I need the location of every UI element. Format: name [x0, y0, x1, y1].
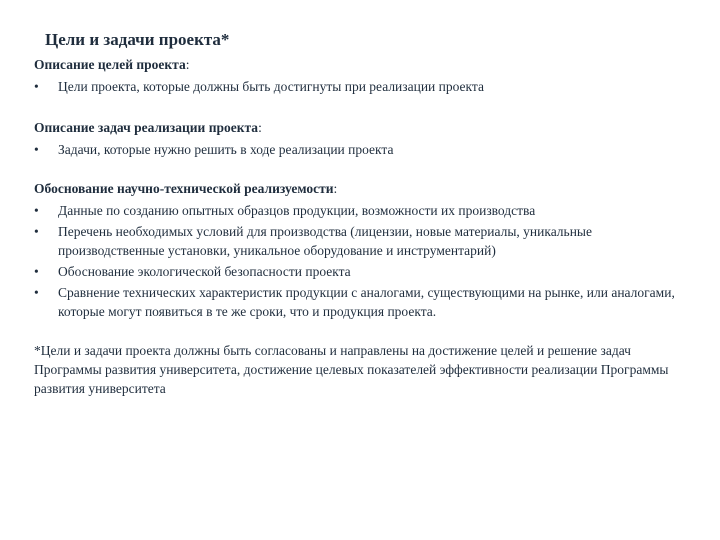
footnote: *Цели и задачи проекта должны быть согласованы и направлены на достижение целей и решение задач Программы развития университета, достижение целевых показателей эффективности реализации Программы развития университета [34, 343, 669, 396]
section-heading-colon: : [333, 181, 338, 196]
section-tasks [34, 118, 684, 159]
list-item [34, 222, 684, 260]
list-item [34, 201, 684, 220]
bullet-icon: • [34, 285, 39, 300]
list-item [34, 262, 684, 281]
list-item-text: Цели проекта, которые должны быть достигнуты при реализации проекта [58, 79, 484, 94]
section-heading-text: Описание целей проекта [34, 57, 186, 72]
bullet-icon: • [34, 142, 39, 157]
section-heading [34, 179, 684, 198]
bullet-icon: • [34, 203, 39, 218]
section-heading-text: Обоснование научно-технической реализуемости [34, 181, 334, 196]
section-heading [34, 55, 684, 74]
bullet-list [34, 201, 684, 321]
list-item-text: Обоснование экологической безопасности проекта [58, 264, 351, 279]
section-heading-colon: : [258, 120, 262, 135]
list-item-text: Сравнение технических характеристик продукции с аналогами, существующими на рынке, или аналогами, которые могут появиться в те же сроки, что и продукция проекта. [58, 285, 675, 319]
list-item-text: Данные по созданию опытных образцов продукции, возможности их производства [58, 203, 536, 218]
section-goals [34, 55, 684, 96]
list-item [34, 140, 684, 159]
section-heading [34, 118, 684, 137]
list-item-text: Задачи, которые нужно решить в ходе реализации проекта [58, 142, 394, 157]
bullet-icon: • [34, 224, 39, 239]
bullet-list [34, 140, 684, 159]
list-item [34, 77, 684, 96]
bullet-list [34, 77, 684, 96]
page-title: Цели и задачи проекта* [45, 30, 230, 49]
list-item [34, 283, 684, 321]
section-heading-text: Описание задач реализации проекта [34, 120, 259, 135]
section-feasibility [34, 179, 684, 321]
section-heading-colon: : [185, 57, 190, 72]
list-item-text: Перечень необходимых условий для производства (лицензии, новые материалы, уникальные производственные установки, уникальное оборудование и инструментарий) [58, 224, 592, 258]
document-body [34, 55, 684, 412]
bullet-icon: • [34, 264, 39, 279]
bullet-icon: • [34, 79, 39, 94]
